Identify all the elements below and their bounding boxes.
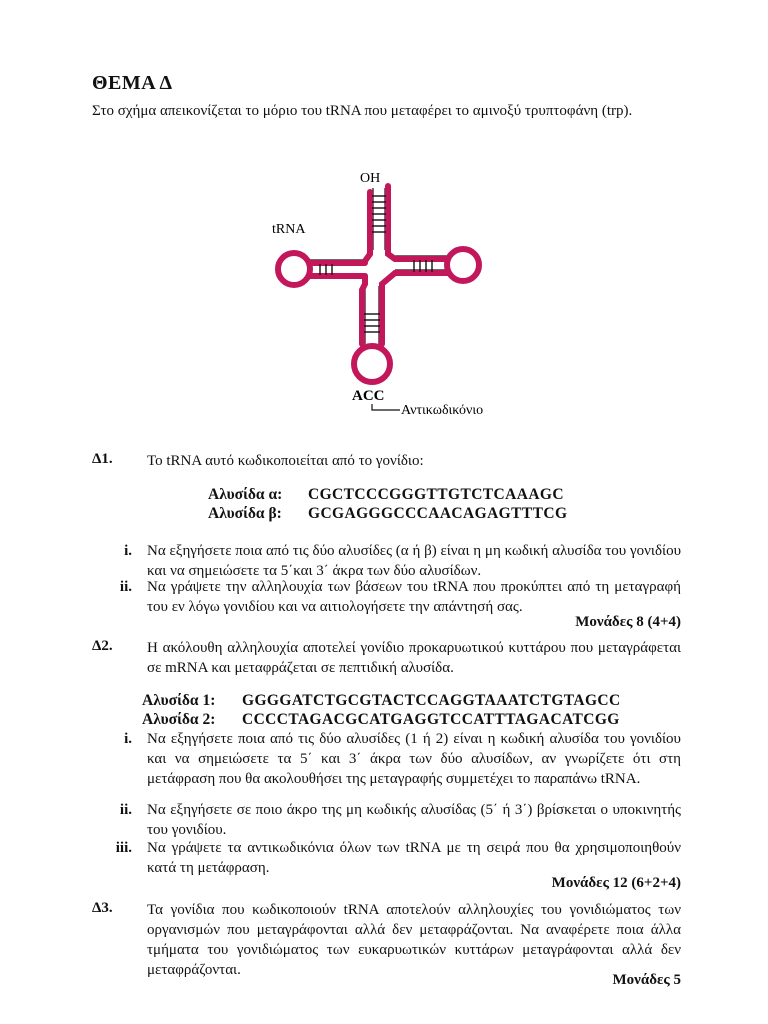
strand-sequence: CGCTCCCGGGTTGTCTCAAAGC [308,486,564,503]
anticodon-pointer [372,404,400,410]
anticodon-label: Αντικωδικόνιο [401,403,484,418]
strand-label: Αλυσίδα 2: [142,711,216,728]
strand-sequence: GCGAGGGCCCAACAGAGTTTCG [308,505,568,522]
item-number: ii. [119,802,132,818]
trna-label: tRNA [272,222,306,237]
strand-label: Αλυσίδα 1: [142,692,216,709]
strand-sequence: CCCCTAGACGCATGAGGTCCATTTAGACATCGG [242,711,620,728]
d1-strand-b [208,505,568,523]
d2-strand-1 [142,692,621,710]
page-title: ΘΕΜΑ Δ [92,72,173,94]
d2-marks: Μονάδες 12 (6+2+4) [551,875,681,891]
trna-figure [260,166,520,426]
d1-text: Το tRNA αυτό κωδικοποιείται από το γονίδιο: [147,453,424,469]
intro-text: Στο σχήμα απεικονίζεται το μόριο του tRNA που μεταφέρει το αμινοξύ τρυπτοφάνη (trp). [92,103,633,119]
strand-label: Αλυσίδα α: [208,486,283,503]
oh-label: OH [360,171,381,186]
d2-label: Δ2. [92,638,113,654]
trna-backbone [278,186,479,382]
item-text: Να εξηγήσετε ποια από τις δύο αλυσίδες (1 ή 2) είναι η κωδική αλυσίδα του γονιδίου και να σημειώσετε τα 5΄ και 3΄ άκρα των δύο αλυσίδων, αν γνωρίζετε ότι στη μετάφραση που θα ακολουθήσει της μεταγραφής συμμετέχει το παραπάνω tRNA. [147,731,681,787]
d1-marks: Μονάδες 8 (4+4) [575,614,681,630]
item-number: iii. [115,840,132,856]
item-text: Να εξηγήσετε ποια από τις δύο αλυσίδες (α ή β) είναι η μη κωδική αλυσίδα του γονιδίου και να σημειώσετε τα 5΄και 3΄ άκρα των δύο αλυσίδων. [147,543,681,579]
d3-marks: Μονάδες 5 [612,972,681,988]
d2-text: Η ακόλουθη αλληλουχία αποτελεί γονίδιο προκαρυωτικού κυττάρου που μεταγράφεται σε mRNA και μεταφράζεται σε πεπτιδική αλυσίδα. [147,640,681,676]
trna-diagram [260,166,520,426]
d3-label: Δ3. [92,900,113,916]
item-number: i. [124,543,132,559]
item-number: i. [124,731,132,747]
d1-strand-a [208,486,564,504]
item-text: Να εξηγήσετε σε ποιο άκρο της μη κωδικής αλυσίδας (5΄ ή 3΄) βρίσκεται ο υποκινητής του γονιδίου. [147,802,681,838]
item-text: Να γράψετε τα αντικωδικόνια όλων των tRNA με τη σειρά που θα χρησιμοποιηθούν κατά τη μετάφραση. [147,840,681,876]
d3-text: Τα γονίδια που κωδικοποιούν tRNA αποτελούν αλληλουχίες του γονιδιώματος των οργανισμών που μεταγράφονται αλλά δεν μεταφράζονται. Να αναφέρετε ποια άλλα τμήματα του γονιδιώματος των ευκαρυωτικών κυττάρων μεταγράφονται αλλά δεν μεταφράζονται. [147,902,681,978]
item-text: Να γράψετε την αλληλουχία των βάσεων του tRNA που προκύπτει από τη μεταγραφή του εν λόγω γονιδίου και να αιτιολογήσετε την απάντησή σας. [147,579,681,615]
strand-sequence: GGGGATCTGCGTACTCCAGGTAAATCTGTAGCC [242,692,621,709]
d2-strand-2 [142,711,620,729]
d1-label: Δ1. [92,451,113,467]
item-number: ii. [119,579,132,595]
anticodon-sequence: ACC [352,388,385,404]
strand-label: Αλυσίδα β: [208,505,282,522]
